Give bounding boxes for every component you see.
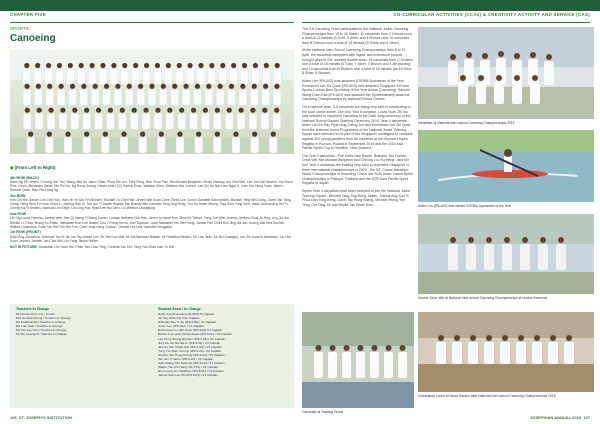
celebratory-lunch-caption: Celebratory Lunch at Seoul Garden after National Inter-school Canoeing Championships 2019 [418,394,556,398]
leader-line: Zeth Zhang Yan Rasmun (IP6.6.22) / V1 Captain [158,361,225,366]
medallists-graphic [418,27,594,119]
teacher-line: Mr Wu Guangrui / Teacher-in-Charge [16,332,67,337]
article-paragraph: The SJI Canoeing Team participated in the National Junior Canoeing Championships from 15 to 18 March. 11 canoeists from C Division won a total of 12 medals (5 Gold, 5 Silver and 4 Bronze) and 10 canoeists from B Division won a total of 14 Medals (5 Golds and 4 Silver). [302,27,412,45]
leader-line: Tan Jun Yi Jaren (IP6.6.22) / V2 Captain [158,357,214,362]
teachers-title: Teachers in Charge [16,307,50,311]
row-label: 3rd ROW [10,193,26,198]
teachers-column [16,307,70,337]
kayaker-graphic [418,130,594,202]
row-names: Edan Ng Pit Lemon, Choong Jun Yao, Wang Jian Hu Jason Zhao, Phua Shi Jun, Toby Phng, Ren Chun Pan, Tan Michael Benjamin, Ethan Zachary Lim Zha Rich, Lim Jun Hui Henrich, Yue Hoon Pine, Kevin, Alexander Sarah Tan Phi Hu, Ng Hong Guang, Harvin Amir (1/2) Danvic Evan, Wallace Chen, Sheldon Yea Yuchen, Lee Zhi Jin Nile Lam Ngai Yi, Cain Yeo Hong Yuan, Jiamin, Samuel Quan, Bao Yen Hong Ng [10,179,293,193]
leader-line: Ryan Ang Zhenxiang (4L3WN-5) Captain [158,312,215,316]
page-title: Canoeing [10,33,56,44]
article-paragraph: Aiden Lim (IP6.A02) was awarded SJIOBA Sportsman of the Year. Emmanuel Lim Zhi Quan (IP6.M13) was awarded Singapore Schools Sports Council Best Sportsboy of the Year Award (Canoeing). Samuel Wong Chun Kiat (IP6.A02) was awarded the Sportsmanship Award at Canoeing Championships by National School Games. [302,78,410,102]
section-label: SPORTS [10,26,29,31]
leader-line: Aston Lee (IP6.4A2) / V1 Captain [158,324,204,329]
teacher-line: Ms Tan Lay Hon / Teacher-in-Charge [16,328,67,333]
teacher-line: Ms Low Jean / Teacher-in-Charge [16,324,63,329]
name-rows [10,174,294,249]
row-names: Ryan Ang Zhenzhuo, Nicholas Tan Yi Jia, Ian Tay Jiesen Lee, Mr Tan Guo Wai, Mr Sai Baniwan Basani, Mr Hamilton Hendro, Mr Low Jean, Mr Wu Guangrui, Lau Zhi Liuan lo Amanuen, Lio Hon Kuan Leuseri, Jarmen Jan Chiu Wui, Lin Yang Jiayon Mallen [10,234,292,243]
teachers-leaders-box [10,304,294,408]
article-paragraph: Our Year 4 canoeists - Pee Kwee Hee Raven, Brandon Tan Yuchen, Chua Wei Yan Michael Benjamin and Cheung Luo Ka Heng - and the four Year 4 canoeists are training very hard to represent Singapore in three international championships in 2020 - the ICF Canoe Marathon World Championships in Shaoxing, China, the 2020 Asian Canoe Sprint Championships in Pattaya, Thailand and the 2020 Asia Pacific Sprint Regatta in Japan. [302,153,414,186]
footer-left [10,415,72,420]
top-banner [0,0,600,11]
article-paragraph: Seven Year 4 canoeists have been selected to join the National Junior Training Squad - Bennett Tang Jing Rung, Nolan, Joshua Ang Xun Yi, Phua Dan Yong Keng, Gavin Tay Hong Sheng, Michael Yeong Yue Teng, Lim Ding Jie and Reyes Tan Kwan Sian. [302,189,411,207]
training-venue-graphic [302,312,414,408]
photo-caption-text: (From Left to Right) [14,165,56,170]
not-in-picture-names: Sebastian Lim Yuan Hui, Peter Tan Chan Ting, Christian Ian Lim, Tang Yuk Zhan Lam Yu Wei [38,244,175,249]
leader-line: Harvin Amir (1/2) Danvic Evan (IP6.3.22) / V3 Captain [158,332,232,337]
leader-line: Ian Tay (4S5-1A) Vice Captain [158,316,200,321]
row-label: 1st ROW (FRONT) [10,230,41,235]
leader-line: Jarmen Tan Chiao Wei (IP6.3.A2) / V1 Captain [158,344,222,349]
team-group-photo [10,50,294,154]
leader-line: Gordon Tan Hong Kheng (IP6.6.22) / V4 Captain [158,352,225,357]
leader-line: Erin Lueng Lim Matthias (IP6.5.51) / V1 Captain [158,369,224,374]
article-paragraph: At the National Inter-School Canoeing Championships from 8 to 13 April, the canoeists competed with vigour and endurance proudly brought glory to SJI, winning double silver. 14 canoeists from C Division won a total of 18 medals (6 Gold, 7 Silver, 3 Bronze and 4 4th placing) and 10 canoeists from B Division won a total of 18 medals (as 16 Gold, 8 Silver, 8 Bronze). [302,48,413,76]
photo-caption-heading: ◆ (From Left to Right) [10,165,56,170]
row-names: Lim Ng Lucas Herman, Jardan Wee Jian Qi, Wang Yi Siang Lucien, Lochan Bethany Huk Han, Javin Ho Hwee Kim, Siew Kit Tiehuo, Yang Tze Wen Jeremy, Gerben Chua Ze Ryq, Jing Jia Jun Benkie Li, Chee Shang Ko Ethan, Nathaniel Kinn Lee Wazer, Chu Yi Hong Kevin, Joel Toyoboe, Luke Nathaniel Yeo Wei Hong, Jordan Pan Chiek Kid, Jing Jia Jun, Kuang Wai Hua Dechen, Wilfred Limandmo, Evan Tan Wei Toh Rer Fun, Chen Jeng Heng Cusson, Christel Hui Lew, Vyendiel Vengyaba [10,216,290,229]
training-venue-caption: Canoeists at Training Venue [302,410,344,414]
row-label: 4th ROW (BACK) [10,175,39,180]
double-silver-graphic [418,214,594,294]
teacher-line: Mr Foong Chun Jun / Coach [16,312,55,316]
leader-line: Nicholas Tan Yi Jia (IP6.3.82) / V1 Captain [158,320,217,325]
teacher-line: Ms Nadhiyanah / Teacher-in-Charge [16,320,66,325]
kayaker-photo [418,130,594,202]
medallists-caption: Medallists of National Inter-school Canoeing Championships 2019 [418,121,515,125]
leader-line: Jarmel Siah Lee Zhi (IP6.6.61) / V1 Captain [158,373,218,378]
double-silver-photo [418,214,594,294]
article-text [302,27,414,210]
footer-right [530,415,590,420]
leader-line: Jing Jia Jun Benkie Li (IP6.6.22) / V4 Captain [158,340,221,345]
header-rule-left [10,22,294,23]
double-silver-caption: Double Silver Win at National Inter-school Canoeing Championships at Marina Reservoir [418,296,548,300]
kayaker-caption: Aiden Lim (IP6.A02) was named SJIOBA Sportsman of the Year [418,204,512,208]
row-names: Kim Chi Yee Jianan, Lim Chin Yan, Han Yin Ye Tan Yin Michael, Michael Yu Chin Han, Jerrel Hiah Kuan Chee, Reed Lee, Gornn Gandeth Karunanidhi, Michael Yeng Wei Liang, Gwen Tan Yang Xiang, Heng Wen Fu Hoon Shun Li, Jiatong Han Xi, Tan Jun Yi Jawen Wijaya, Tan Brandi Hian Germain Teng Jing Rong, Tuo Hu Hwan Sheng, Paul Sum Yung Sern, Isaac Joshua Ang Hui Yi, Cheng Kai Yi Keaten, Samtuel Lim Shijie, Lim Ling Hao Ryan Lee Hui Sern, Liu Weston Changfung [10,198,291,211]
leader-line: Wallen Tan Chi Hang (L6.3.51) / V2 Captain [158,365,219,370]
page-number-left: 106 [10,415,17,420]
training-venue-photo [302,312,414,408]
celebratory-lunch-graphic [418,312,594,392]
leader-line: Yong Tze Wen Jeremy (IP6.6.22) / V2 Captain [158,348,222,353]
page-number-right: 107 [583,415,590,420]
leader-line: Emmanuel Lim Zhi Quan (IP6.4A2) V4 Captain [158,328,223,333]
leaders-title: Student Exco / In-Charge [158,307,201,311]
leaders-column [158,307,232,378]
footer-right-text: JOSEPHIAN ANNUAL 2019 [530,415,582,420]
medallists-photo [418,27,594,119]
section-header: CO-CURRICULAR ACTIVITIES (CCAs) & CREATIVITY ACTIVITY AND SERVICE (CAS) [393,12,590,17]
teacher-line: Mrs Jessica Hoong / Teacher-in-Charge [16,316,71,321]
row-label: 2nd ROW [10,212,27,217]
leader-line: Lau Hong Sheng Reuben (IP6.3.22) / V1 Captain [158,336,226,341]
not-in-picture-label: NOT IN PICTURE: [10,244,38,249]
not-in-picture [10,245,294,249]
footer-left-text: ST. JOSEPH'S INSTITUTION [18,415,72,420]
chapter-label: CHAPTER FIVE [10,12,46,17]
article-paragraph: On a national level, SJI canoeists are doing very well in contributing to the local canoe scene. Our only Year 6 canoeist, Lucas Yuan Zhi Xiu was selected to represent Canoeing at the Dath Jong ceremony of the National School Games Opening Ceremony 2019. Year 4 canoeists Aiden Lim Ee Tan, Ryan Ang Zheng Jun and Emmanuel Lim Zhi Quan from the National Junior Programme of the National Junior Training Squad were selected to be part of the Singapore contingent to compete against 900 young paddlers from 50 countries at the Olympic Hopes Regatta in Poznan, Poland in September 2019 and the 2019 Asia Pacific Sprint Cup in Hamilton, New Zealand. [302,104,413,151]
celebratory-lunch-photo [418,312,594,392]
header-rule-right [302,22,590,23]
team-photo-graphic [10,50,294,154]
